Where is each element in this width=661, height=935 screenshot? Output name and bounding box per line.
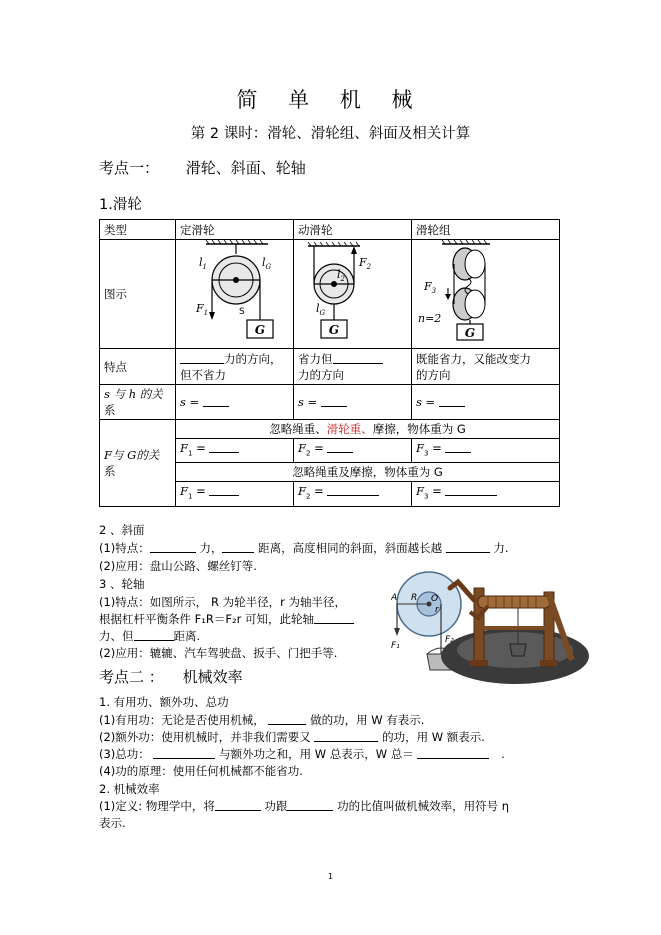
fixed-pulley-figure <box>176 240 294 344</box>
blank-incline-2[interactable] <box>222 540 254 553</box>
movable-pulley-figure <box>294 240 412 344</box>
incline-heading: 2 、斜面 <box>99 523 145 537</box>
table-row-diagram <box>100 240 560 349</box>
table-header-row <box>100 220 560 240</box>
wheel-application: (2)应用：辘辘、汽车驾驶盘、扳手、门把手等. <box>99 646 338 660</box>
table-row-ignore1 <box>100 420 560 439</box>
table-row-sh <box>100 385 560 420</box>
fixed-weight-label: G <box>254 323 266 337</box>
wheel-force1-label: F₁ <box>391 641 400 651</box>
section-2-label: 考点二 ： <box>99 668 164 686</box>
sh-fixed: s = <box>176 385 294 420</box>
useful-work-line: (1)有用功：无论是否使用机械， 做的功，用 W 有表示. <box>99 713 425 727</box>
efficiency-definition-line-2: 表示. <box>99 816 126 830</box>
section-2-topic: 机械效率 <box>182 668 243 686</box>
blank-extra-work[interactable] <box>314 729 378 742</box>
ignore-condition-2: 忽略绳重及摩擦，物体重为 G <box>176 463 560 482</box>
pulley-group-figure-cell <box>412 240 560 349</box>
blank-f3-a[interactable] <box>445 440 471 453</box>
movable-l2-label: $l_2$ <box>337 268 345 283</box>
blank-useful-work[interactable] <box>268 712 306 725</box>
group-weight-label: G <box>464 326 476 340</box>
pulley-table <box>99 219 560 507</box>
wheel-radius-label: R <box>411 593 418 603</box>
blank-sh-movable[interactable] <box>321 394 347 407</box>
row-label-diagram: 图示 <box>100 240 176 349</box>
blank-efficiency-1[interactable] <box>215 798 261 811</box>
f-movable-2: $F_2$ = <box>294 482 412 506</box>
fixed-hook-label: S <box>239 307 245 317</box>
sh-movable: s = <box>294 385 412 420</box>
header-fixed: 定滑轮 <box>176 220 294 240</box>
lesson-subtitle: 第 2 课时：滑轮、滑轮组、斜面及相关计算 <box>190 126 471 142</box>
wheel-point-a-label: A <box>391 593 398 603</box>
movable-force-label: $F_2$ <box>359 256 372 271</box>
feature-movable: 省力但 力的方向 <box>294 349 412 385</box>
incline-feature-line: (1)特点： 力， 距离，高度相同的斜面，斜面越长越 力. <box>99 541 509 555</box>
pulley-subheading: 1.滑轮 <box>99 197 142 213</box>
row-label-sh: s 与 h 的关 系 <box>100 385 176 420</box>
row-label-fg: F与 G的关 系 <box>100 420 176 507</box>
blank-sh-fixed[interactable] <box>203 394 229 407</box>
fixed-force-label: $F_1$ <box>196 302 209 317</box>
blank-f2-b[interactable] <box>327 483 379 496</box>
blank-total-work-1[interactable] <box>153 746 215 759</box>
work-principle-line: (4)功的原理：使用任何机械都不能省功. <box>99 764 303 778</box>
blank-f3-b[interactable] <box>445 483 497 496</box>
blank-f2-a[interactable] <box>327 440 353 453</box>
wheel-force2-label: F₂ <box>445 635 454 645</box>
section-1-heading <box>99 157 306 178</box>
sh-group: s = <box>412 385 560 420</box>
windlass-illustration <box>440 568 590 688</box>
blank-feature-fixed[interactable] <box>180 351 224 364</box>
movable-lg-label: $l_G$ <box>316 302 326 317</box>
blank-feature-movable[interactable] <box>333 351 383 364</box>
pulley-group-figure <box>412 240 560 344</box>
blank-incline-1[interactable] <box>150 540 196 553</box>
row-label-feature: 特点 <box>100 349 176 385</box>
page-title: 简 单 机 械 <box>236 88 425 112</box>
section-2-heading <box>99 666 243 687</box>
movable-pulley-figure-cell <box>294 240 412 349</box>
incline-application: (2)应用：盘山公路、螺丝钉等. <box>99 559 257 573</box>
extra-work-line: (2)额外功：使用机械时，并非我们需要又 的功，用 W 额表示. <box>99 730 485 744</box>
wheel-center-label: O <box>431 594 439 604</box>
f-fixed-2: $F_1$ = <box>176 482 294 506</box>
group-n-label: n=2 <box>418 312 442 325</box>
wheel-line-3: 力、但 距离. <box>99 629 201 643</box>
blank-incline-3[interactable] <box>446 540 490 553</box>
blank-efficiency-2[interactable] <box>287 798 333 811</box>
f-group-2: $F_3$ = <box>412 482 560 506</box>
feature-group: 既能省力，又能改变力 的方向 <box>412 349 560 385</box>
section-1-topic: 滑轮、斜面、轮轴 <box>185 159 306 177</box>
blank-f1-b[interactable] <box>209 483 239 496</box>
efficiency-heading: 2. 机械效率 <box>99 782 160 796</box>
wheel-axle-radius-label: r <box>435 605 439 615</box>
blank-sh-group[interactable] <box>439 394 465 407</box>
work-heading: 1. 有用功、额外功、总功 <box>99 695 229 709</box>
fixed-lg-label: $l_G$ <box>262 256 272 271</box>
table-row-feature <box>100 349 560 385</box>
blank-wheel-2[interactable] <box>134 628 174 641</box>
blank-wheel-1[interactable] <box>314 611 354 624</box>
f-group-1: $F_3$ = <box>412 439 560 463</box>
ignore-condition-1: 忽略绳重、滑轮重、摩擦，物体重为 G <box>176 420 560 439</box>
wheel-heading: 3 、轮轴 <box>99 577 145 591</box>
section-1-label: 考点一： <box>99 159 160 177</box>
fixed-pulley-figure-cell <box>176 240 294 349</box>
header-movable: 动滑轮 <box>294 220 412 240</box>
group-force-label: $F_3$ <box>424 280 437 295</box>
blank-total-work-2[interactable] <box>417 746 489 759</box>
efficiency-definition-line: (1)定义: 物理学中，将 功跟 功的比值叫做机械效率，用符号 η <box>99 799 510 813</box>
feature-fixed: 力的方向， 但不省力 <box>176 349 294 385</box>
blank-f1-a[interactable] <box>209 440 239 453</box>
header-group: 滑轮组 <box>412 220 560 240</box>
wheel-line-2: 根据杠杆平衡条件 F₁R＝F₂r 可知，此轮轴 <box>99 611 354 627</box>
header-type: 类型 <box>100 220 176 240</box>
f-fixed-1: $F_1$ = <box>176 439 294 463</box>
page-number: 1 <box>327 872 334 881</box>
movable-weight-label: G <box>328 323 340 337</box>
fixed-l1-label: $l_1$ <box>199 256 207 271</box>
wheel-line-1: (1)特点：如图所示， R 为轮半径，r 为轴半径， <box>99 595 346 609</box>
total-work-line: (3)总功： 与额外功之和，用 W 总表示，W 总＝ . <box>99 747 505 761</box>
f-movable-1: $F_2$ = <box>294 439 412 463</box>
